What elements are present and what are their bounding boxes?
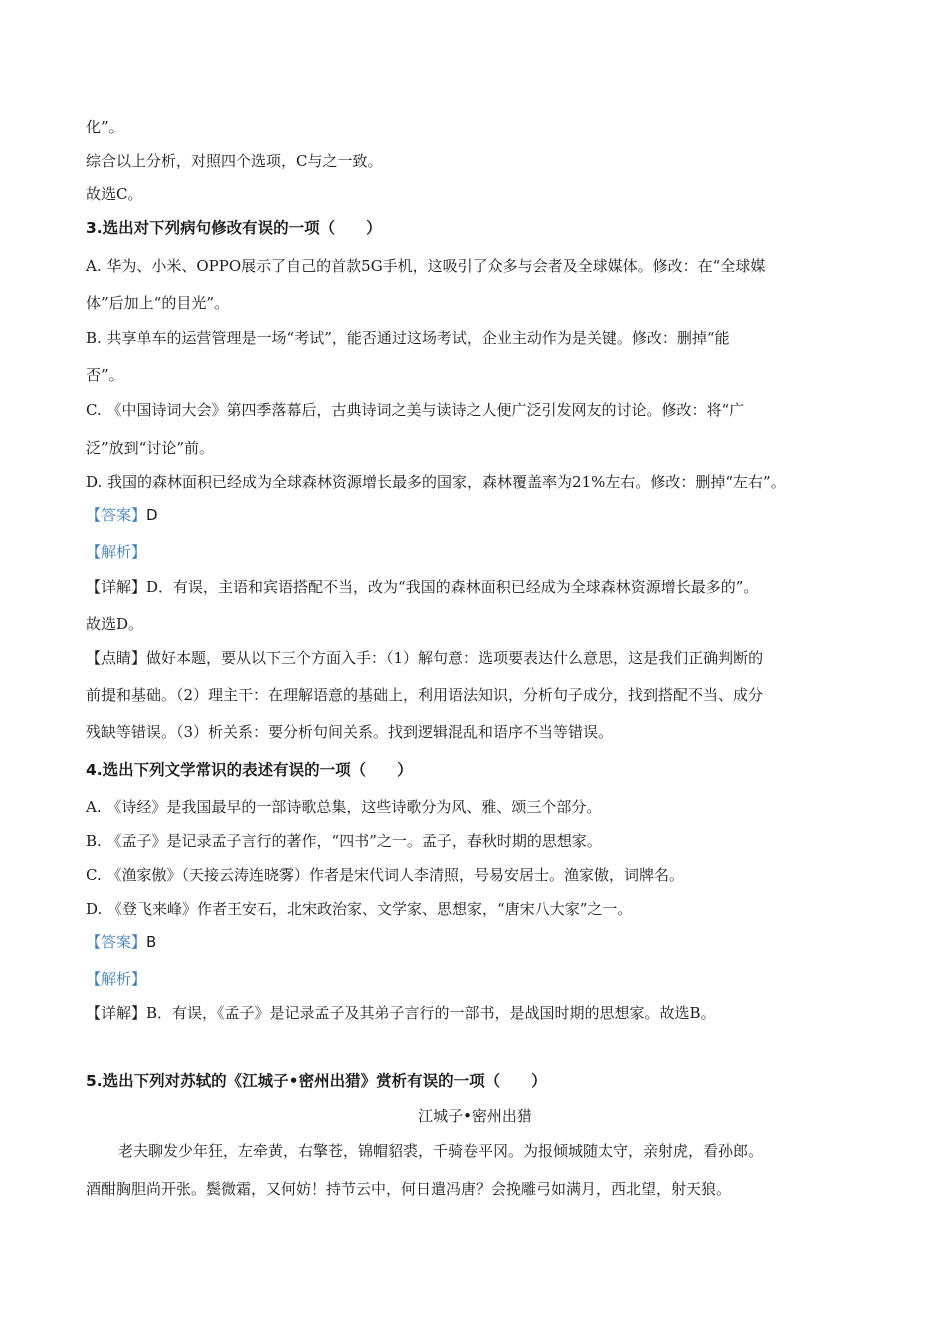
detail-label: 【详解】 bbox=[86, 1004, 147, 1022]
analysis-label: 【解析】 bbox=[86, 543, 147, 561]
q3-tip-line-3: 残缺等错误。（3）析关系：要分析句间关系。找到逻辑混乱和语序不当等错误。 bbox=[86, 723, 614, 741]
detail-text: D．有误，主语和宾语搭配不当，改为“我国的森林面积已经成为全球森林资源增长最多的”。 bbox=[146, 578, 759, 596]
q3-tip-line-2: 前提和基础。（2）理主干：在理解语意的基础上，利用语法知识，分析句子成分，找到搭配不当、成分 bbox=[86, 686, 764, 704]
q4-detail bbox=[86, 1002, 716, 1024]
q2-tail-line-2: 综合以上分析，对照四个选项，C与之一致。 bbox=[86, 152, 383, 170]
detail-label: 【详解】 bbox=[86, 578, 147, 596]
q3-question: 3.选出对下列病句修改有误的一项（ ） bbox=[86, 219, 382, 237]
q3-option-c-line-1: C. 《中国诗词大会》第四季落幕后，古典诗词之美与读诗之人便广泛引发网友的讨论。修改：将“广 bbox=[86, 401, 745, 419]
answer-label: 【答案】 bbox=[86, 506, 147, 524]
poem-title: 江城子•密州出猎 bbox=[418, 1107, 532, 1125]
q3-answer bbox=[86, 504, 158, 526]
q2-tail-line-1: 化”。 bbox=[86, 118, 124, 136]
answer-label: 【答案】 bbox=[86, 933, 147, 951]
detail-text: B．有误，《孟子》是记录孟子及其弟子言行的一部书，是战国时期的思想家。故选B。 bbox=[146, 1004, 716, 1022]
q3-detail bbox=[86, 576, 758, 598]
answer-value: D bbox=[146, 506, 158, 524]
q4-question: 4.选出下列文学常识的表述有误的一项（ ） bbox=[86, 761, 413, 779]
q4-answer bbox=[86, 931, 156, 953]
q2-tail-line-3: 故选C。 bbox=[86, 185, 143, 203]
q4-analysis-label bbox=[86, 968, 146, 990]
q3-analysis-label bbox=[86, 541, 146, 563]
q3-tip-line-1 bbox=[86, 647, 763, 669]
analysis-label: 【解析】 bbox=[86, 970, 147, 988]
poem-line-2: 酒酣胸胆尚开张。鬓微霜，又何妨！持节云中，何日遣冯唐？会挽雕弓如满月，西北望，射天狼。 bbox=[86, 1180, 732, 1198]
q3-option-b-line-2: 否”。 bbox=[86, 366, 124, 384]
q3-option-a-line-1: A. 华为、小米、OPPO展示了自己的首款5G手机，这吸引了众多与会者及全球媒体。修改：在“全球媒 bbox=[86, 257, 766, 275]
tip-text: 做好本题，要从以下三个方面入手：（1）解句意：选项要表达什么意思，这是我们正确判断的 bbox=[146, 649, 764, 667]
q4-option-c: C. 《渔家傲》（天接云涛连晓雾）作者是宋代词人李清照，号易安居士。渔家傲，词牌名。 bbox=[86, 866, 684, 884]
q4-option-a: A. 《诗经》是我国最早的一部诗歌总集，这些诗歌分为风、雅、颂三个部分。 bbox=[86, 798, 602, 816]
q5-question: 5.选出下列对苏轼的《江城子•密州出猎》赏析有误的一项（ ） bbox=[86, 1072, 547, 1090]
q3-option-d: D. 我国的森林面积已经成为全球森林资源增长最多的国家，森林覆盖率为21%左右。修改：删掉“左右”。 bbox=[86, 473, 786, 491]
tip-label: 【点睛】 bbox=[86, 649, 147, 667]
poem-line-1: 老夫聊发少年狂，左牵黄，右擎苍，锦帽貂裘，千骑卷平冈。为报倾城随太守，亲射虎，看孙郎。 bbox=[118, 1142, 764, 1160]
q3-choose: 故选D。 bbox=[86, 615, 144, 633]
q4-option-d: D. 《登飞来峰》作者王安石，北宋政治家、文学家、思想家，“唐宋八大家”之一。 bbox=[86, 900, 633, 918]
q4-option-b: B. 《孟子》是记录孟子言行的著作，“四书”之一。孟子，春秋时期的思想家。 bbox=[86, 832, 602, 850]
q3-option-c-line-2: 泛”放到“讨论”前。 bbox=[86, 439, 215, 457]
q3-option-a-line-2: 体”后加上“的目光”。 bbox=[86, 294, 230, 312]
answer-value: B bbox=[146, 933, 157, 951]
q3-option-b-line-1: B. 共享单车的运营管理是一场“考试”，能否通过这场考试，企业主动作为是关键。修改：删掉“能 bbox=[86, 329, 730, 347]
